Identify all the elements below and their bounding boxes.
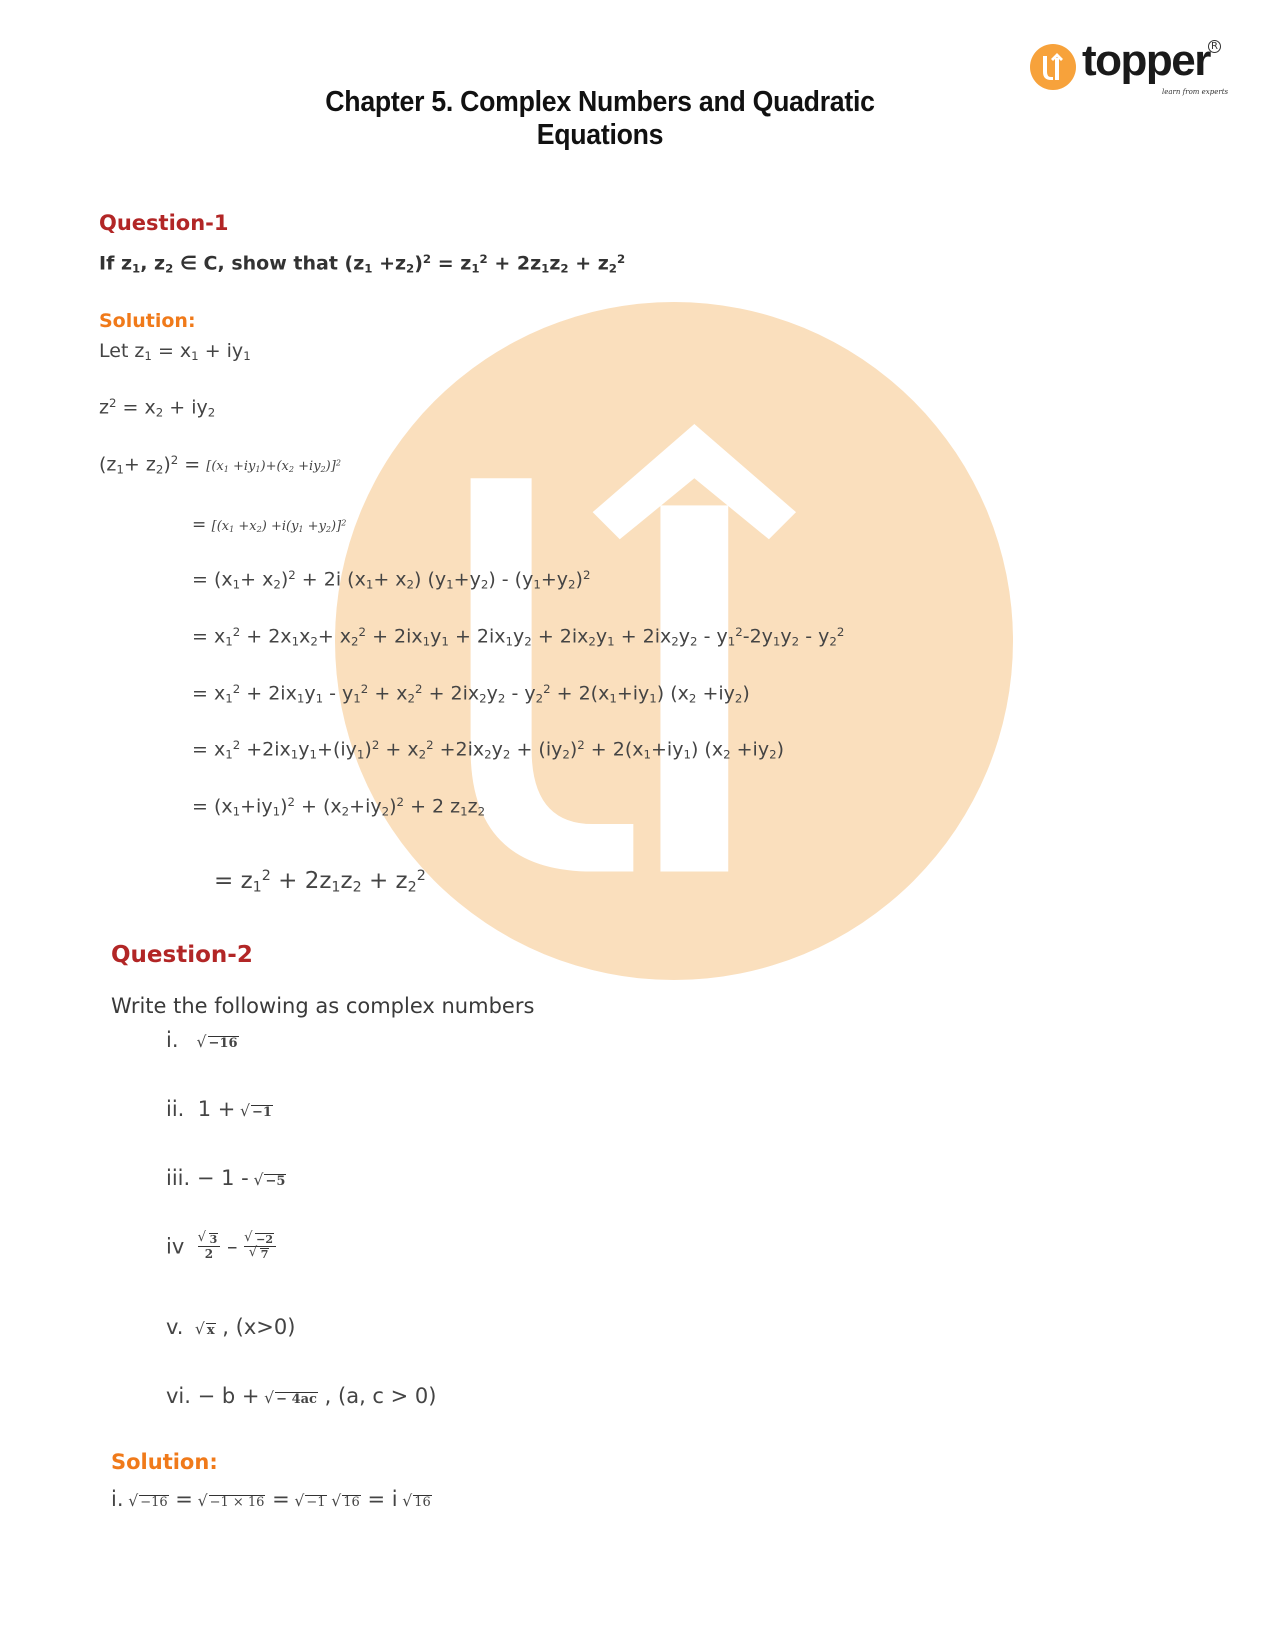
question-2-item-vi: vi. − b + √ − 4ac , (a, c > 0) [166, 1384, 436, 1408]
question-1-text: If $z_1$, $z_2$ ∈ C, show that $(z_1 +z_2)^2 = z_1^2 + 2z_1z_2 + z_2^2$ [99, 252, 626, 276]
item-label: i. [166, 1028, 179, 1052]
solution-1-result: = $z_1^2 + 2z_1z_2 + z_2^2$ [214, 868, 426, 896]
question-1-heading: Question-1 [99, 211, 229, 235]
item-label: iii. [166, 1166, 191, 1190]
solution-2-line-1: i. √ −16 = √ −1 × 16 = √ −1 √ 16 = i √ 16 [111, 1487, 432, 1511]
question-2-item-v: v. √ x , (x>0) [166, 1315, 295, 1339]
topper-logo[interactable] [1030, 36, 1230, 104]
solution-1-line-2: $z^2 = x_2 + iy_2$ [99, 396, 216, 420]
logo-tagline: learn from experts [1162, 88, 1229, 96]
solution-1-line-5: = $(x_1+ x_2)^2 + 2i$ $(x_1+ x_2)$ $(y_1+y_2) - (y_1+y_2)^2$ [192, 568, 591, 592]
page-title: Chapter 5. Complex Numbers and Quadratic Equations [325, 86, 875, 151]
logo-wordmark: topper [1082, 36, 1210, 85]
solution-1-heading: Solution: [99, 310, 196, 332]
question-2-item-i: i. √ −16 [166, 1028, 239, 1052]
question-2-item-iv: iv √ $\frac{3}{2}$ – √ −2 √ 7 [166, 1232, 276, 1261]
solution-1-line-1: Let $z_1 = x_1 + iy_1$ [99, 340, 251, 363]
solution-1-line-4: = $[(x_1 +x_2) +i(y_1 +y_2)]^2$ [192, 515, 347, 535]
solution-1-line-3: $(z_1+ z_2)^2 = [(x_1 +iy_1)+(x_2 +iy_2)]^2$ [99, 453, 341, 477]
item-label: vi. [166, 1384, 191, 1408]
item-label: v. [166, 1315, 184, 1339]
registered-mark: R [1208, 40, 1221, 53]
question-2-item-ii: ii. 1 + √ −1 [166, 1097, 273, 1121]
question-2-item-iii: iii. − 1 - √ −5 [166, 1166, 286, 1190]
solution-2-heading: Solution: [111, 1450, 218, 1474]
question-2-heading: Question-2 [111, 942, 253, 968]
solution-1-line-8: = $x_1^2 +2ix_1y_1+(iy_1)^2 + x_2^2 +2ix_2y_2 + (iy_2)^2 + 2(x_1+iy_1)$ $(x_2 +iy_2)$ [192, 738, 784, 762]
solution-1-line-6: = $x_1^2 + 2x_1x_2+ x_2^2 + 2ix_1y_1 + 2ix_1y_2 + 2ix_2y_1 + 2ix_2y_2 - y_1^2-2y_1y_2 - y_2^2$ [192, 625, 845, 649]
topper-logo-icon [1030, 44, 1076, 90]
item-label: ii. [166, 1097, 185, 1121]
solution-1-line-9: = $(x_1+iy_1)^2 + (x_2+iy_2)^2 + 2$ $z_1z_2$ [192, 795, 486, 819]
solution-1-line-7: = $x_1^2 + 2ix_1y_1 - y_1^2 + x_2^2 + 2ix_2y_2 - y_2^2 + 2(x_1+iy_1)$ $(x_2 +iy_2)$ [192, 682, 750, 706]
question-2-prompt: Write the following as complex numbers [111, 994, 535, 1018]
item-label: iv [166, 1234, 185, 1259]
